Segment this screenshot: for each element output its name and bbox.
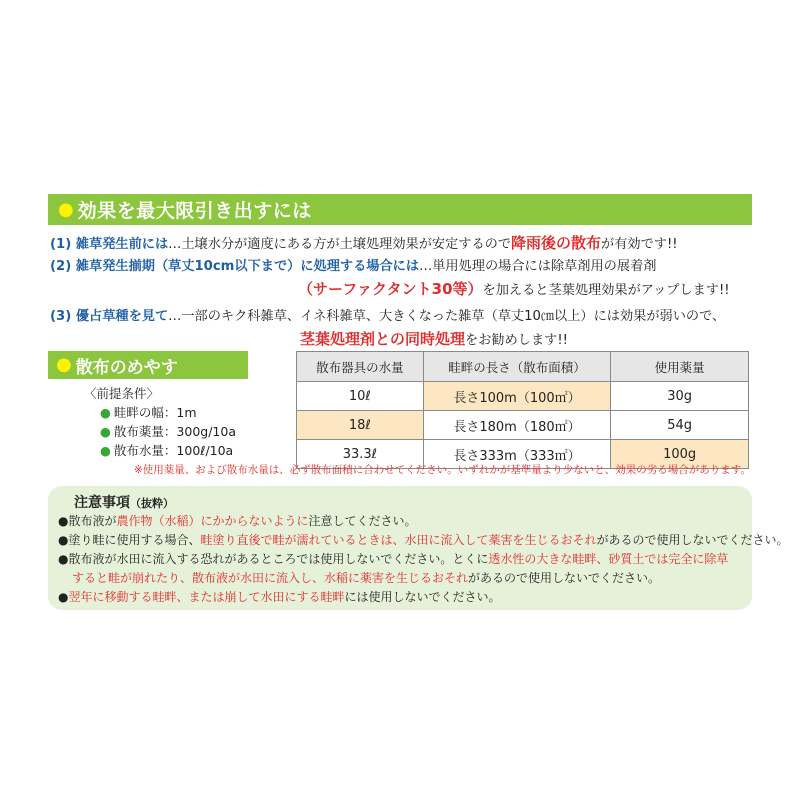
- effect-3-highlight: 茎葉処理剤との同時処理: [300, 330, 466, 348]
- section-header-dosage: [48, 351, 248, 379]
- caution-text: があるので使用しないでください。: [468, 571, 661, 585]
- effect-3-label: (3) 優占草種を見て: [50, 309, 169, 324]
- effect-3-text: …一部のキク科雑草、イネ科雑草、大きくなった雑草（草丈10㎝以上）には効果が弱いので、: [168, 309, 726, 324]
- caution-highlight: すると畦が崩れたり、散布液が水田に流入し、水稲に薬害を生じるおそれ: [72, 571, 469, 585]
- table-row: [297, 411, 749, 440]
- effect-3-end: をお勧めします!!: [465, 333, 568, 348]
- caution-title-text: 注意事項: [74, 495, 130, 511]
- dosage-footnote: ※使用薬量、および散布水量は、必ず散布面積に合わせてください。いずれかが基準量より少ないと、効果の劣る場合があります。: [134, 464, 751, 476]
- caution-item: [58, 531, 789, 550]
- caution-item: [58, 588, 742, 607]
- effect-2-text: …単用処理の場合には除草剤用の展着剤: [419, 259, 657, 274]
- effect-1-text: …土壌水分が適度にある方が土壌処理効果が安定するので: [168, 237, 512, 252]
- green-dot-icon: ●: [100, 443, 111, 458]
- table-cell: 長さ100m（100㎡）: [423, 382, 611, 411]
- effect-1-end: が有効です!!: [601, 237, 678, 252]
- caution-text: ●: [58, 590, 69, 604]
- premise-item-text: 畦畔の幅：1m: [113, 405, 197, 420]
- bullet-dot-icon: ●: [58, 198, 74, 220]
- caution-text: ●散布液が水田に流入する恐れがあるところでは使用しないでください。とくに: [58, 552, 489, 566]
- table-header-row: [297, 352, 749, 382]
- effects-text-block: [50, 232, 760, 352]
- column-header: 使用薬量: [611, 352, 749, 382]
- effect-2-end: を加えると茎葉処理効果がアップします!!: [482, 283, 730, 298]
- caution-item-continued: [58, 569, 742, 588]
- effect-line-1: [50, 232, 760, 256]
- premise-item: [100, 403, 236, 422]
- table-cell: 54g: [611, 411, 749, 440]
- table-cell: 30g: [611, 382, 749, 411]
- effect-2-highlight: （サーファクタント30等）: [298, 280, 483, 298]
- green-dot-icon: ●: [100, 405, 111, 420]
- caution-box: [48, 486, 789, 610]
- table-cell: 長さ333m（333㎡）: [423, 440, 611, 469]
- caution-highlight: 透水性の大きな畦畔、砂質土では完全に除草: [488, 552, 729, 566]
- table-cell: 100g: [611, 440, 749, 469]
- effect-line-5: [50, 328, 760, 352]
- table-row: [297, 382, 749, 411]
- caution-highlight: 翌年に移動する畦畔、または崩して水田にする畦畔: [68, 590, 345, 604]
- effect-line-2: [50, 256, 760, 278]
- section-title-dosage: 散布のめやす: [75, 357, 178, 378]
- caution-highlight: 農作物（水稲）にかからないように: [116, 514, 309, 528]
- green-dot-icon: ●: [100, 424, 111, 439]
- effect-1-label: (1) 雑草発生前には: [50, 237, 169, 252]
- table-cell: 33.3ℓ: [297, 440, 424, 469]
- premise-item: [100, 422, 236, 441]
- section-title-effects: 効果を最大限引き出すには: [77, 200, 312, 222]
- table-cell: 長さ180m（180㎡）: [423, 411, 611, 440]
- premise-title: 〈前提条件〉: [84, 386, 160, 401]
- column-header: 散布器具の水量: [297, 352, 424, 382]
- dosage-table: [296, 351, 749, 469]
- caution-text: ●散布液が: [58, 514, 117, 528]
- effect-2-label: (2) 雑草発生揃期（草丈10cm以下まで）に処理する場合には: [50, 259, 420, 274]
- caution-text: ●塗り畦に使用する場合、: [58, 533, 201, 547]
- premise-item-text: 散布薬量：300g/10a: [113, 424, 236, 439]
- bullet-dot-icon: ●: [56, 354, 72, 375]
- caution-item: [58, 512, 742, 531]
- column-header: 畦畔の長さ（散布面積）: [423, 352, 611, 382]
- premise-item: [100, 441, 236, 460]
- caution-title-note: （抜粋）: [130, 497, 174, 510]
- caution-text: 注意してください。: [308, 514, 417, 528]
- caution-item: [58, 550, 742, 569]
- effect-1-highlight: 降雨後の散布: [511, 234, 602, 252]
- section-header-effects: [48, 194, 752, 225]
- table-cell: 18ℓ: [297, 411, 424, 440]
- effect-line-4: [50, 306, 760, 328]
- premise-conditions: [84, 384, 236, 460]
- caution-text: には使用しないでください。: [344, 590, 501, 604]
- premise-item-text: 散布水量：100ℓ/10a: [113, 443, 234, 458]
- caution-text: があるので使用しないでください。: [596, 533, 789, 547]
- caution-title: [74, 492, 742, 512]
- caution-highlight: 畦塗り直後で畦が濡れているときは、水田に流入して薬害を生じるおそれ: [200, 533, 597, 547]
- table-cell: 10ℓ: [297, 382, 424, 411]
- effect-line-3: [50, 278, 760, 302]
